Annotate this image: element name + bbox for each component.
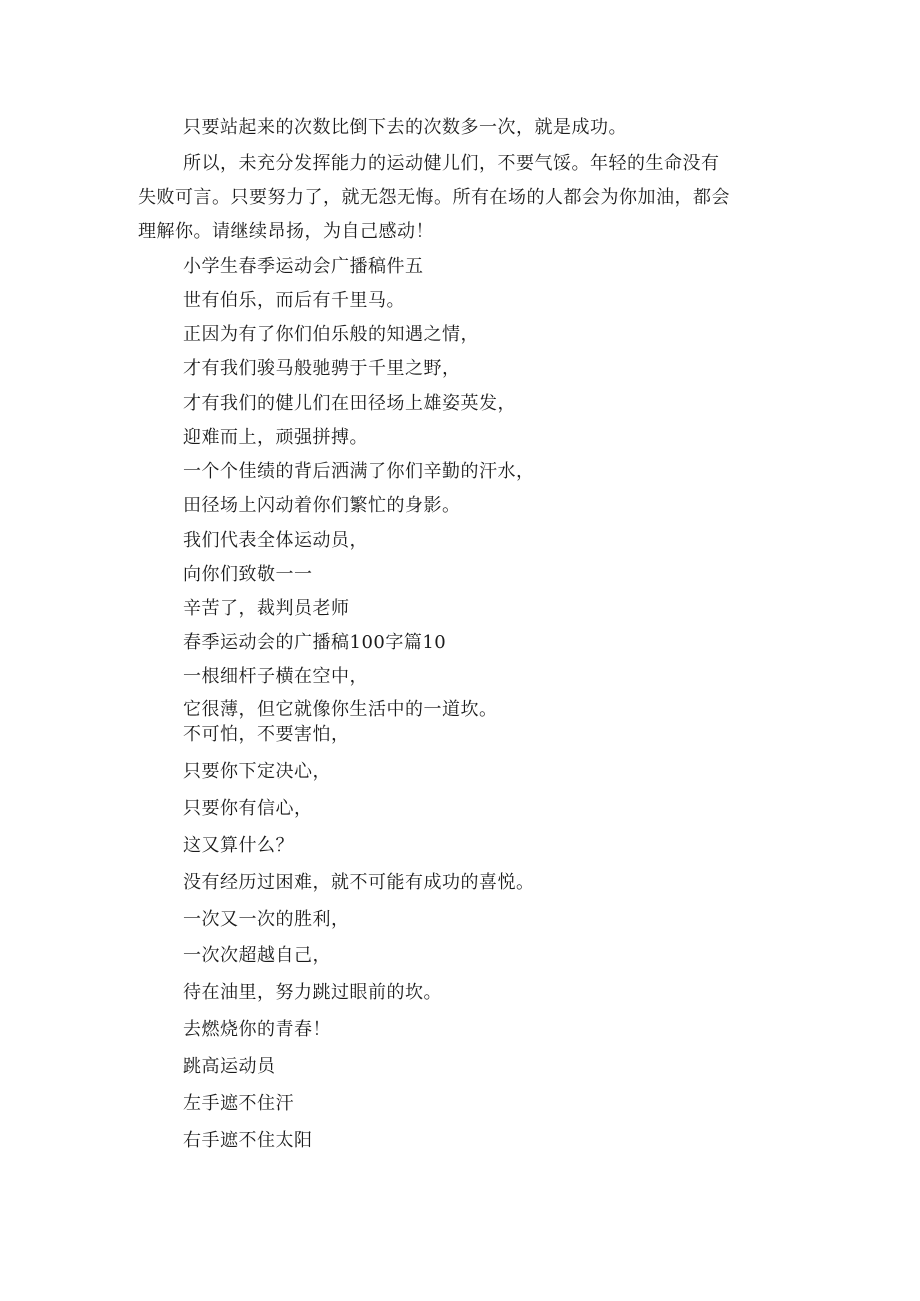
verse-line: 一个个佳绩的背后洒满了你们辛勤的汗水， bbox=[183, 461, 535, 482]
paragraph-line: 理解你。请继续昂扬，为自己感动！ bbox=[138, 221, 434, 242]
verse-line: 不可怕，不要害怕， bbox=[183, 724, 350, 745]
verse-line: 只要你下定决心， bbox=[183, 761, 331, 782]
verse-line: 一根细杆子横在空中， bbox=[183, 666, 368, 687]
paragraph-line: 只要站起来的次数比倒下去的次数多一次，就是成功。 bbox=[183, 117, 627, 138]
verse-line: 世有伯乐，而后有千里马。 bbox=[183, 290, 405, 311]
verse-line: 一次又一次的胜利， bbox=[183, 909, 350, 930]
verse-line: 辛苦了，裁判员老师 bbox=[183, 598, 350, 619]
section-heading: 春季运动会的广播稿100字篇10 bbox=[183, 632, 447, 653]
verse-line: 待在油里，努力跳过眼前的坎。 bbox=[183, 982, 442, 1003]
verse-line: 一次次超越自己， bbox=[183, 945, 331, 966]
verse-line: 迎难而上，顽强拼搏。 bbox=[183, 427, 368, 448]
verse-line: 这又算什么？ bbox=[183, 835, 294, 856]
verse-line: 田径场上闪动着你们繁忙的身影。 bbox=[183, 495, 461, 516]
verse-line: 我们代表全体运动员， bbox=[183, 530, 368, 551]
verse-line: 正因为有了你们伯乐般的知遇之情， bbox=[183, 324, 479, 345]
verse-line: 没有经历过困难，就不可能有成功的喜悦。 bbox=[183, 872, 535, 893]
paragraph-line: 失败可言。只要努力了，就无怨无悔。所有在场的人都会为你加油，都会 bbox=[138, 187, 730, 208]
verse-line: 去燃烧你的青春！ bbox=[183, 1019, 331, 1040]
paragraph-line: 所以，未充分发挥能力的运动健儿们，不要气馁。年轻的生命没有 bbox=[183, 153, 720, 174]
verse-line: 向你们致敬一一 bbox=[183, 564, 313, 585]
verse-line: 左手遮不住汗 bbox=[183, 1093, 294, 1114]
verse-line: 只要你有信心， bbox=[183, 798, 313, 819]
verse-line: 跳高运动员 bbox=[183, 1056, 276, 1077]
verse-line: 才有我们的健儿们在田径场上雄姿英发， bbox=[183, 393, 516, 414]
section-heading: 小学生春季运动会广播稿件五 bbox=[183, 256, 424, 277]
verse-line: 它很薄，但它就像你生活中的一道坎。 bbox=[183, 699, 498, 720]
verse-line: 才有我们骏马般驰骋于千里之野， bbox=[183, 358, 461, 379]
verse-line: 右手遮不住太阳 bbox=[183, 1130, 313, 1151]
